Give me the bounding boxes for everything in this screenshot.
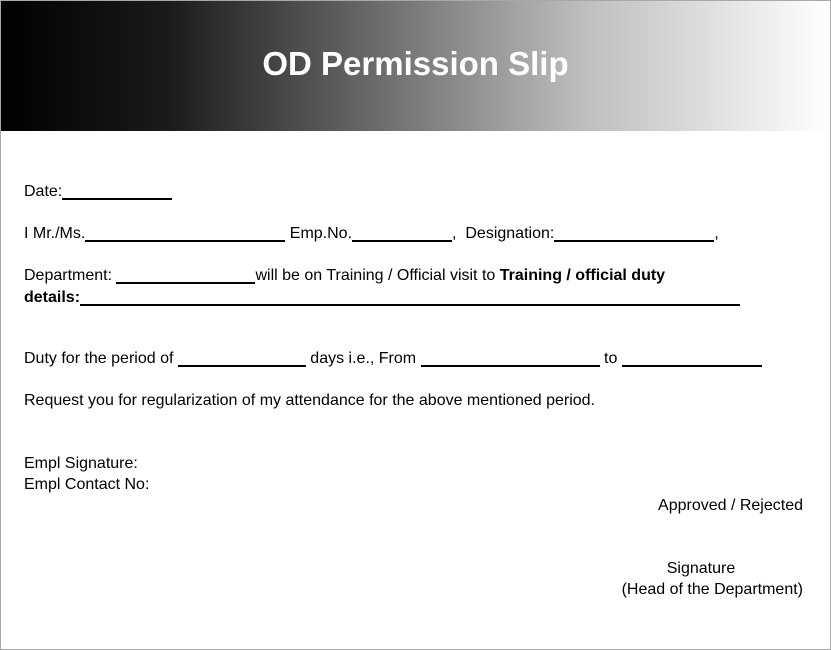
visit-bold-text: Training / official duty xyxy=(499,267,666,284)
empl-signature-label: Empl Signature: xyxy=(24,455,138,472)
days-label: days i.e., From xyxy=(305,350,421,367)
signatory-label: (Head of the Department) xyxy=(621,581,803,598)
designation-blank[interactable] xyxy=(554,224,714,242)
details-blank[interactable] xyxy=(80,288,740,306)
details-row xyxy=(24,288,740,308)
visit-text: will be on Training / Official visit to xyxy=(255,267,500,284)
designation-label: , Designation: xyxy=(452,225,555,242)
page-title: OD Permission Slip xyxy=(262,45,569,82)
emp-no-label: Emp.No. xyxy=(289,225,353,242)
department-row xyxy=(24,266,665,286)
department-label: Department: xyxy=(24,267,117,284)
date-row xyxy=(24,182,172,202)
date-label: Date: xyxy=(24,183,63,200)
from-blank[interactable] xyxy=(421,349,600,367)
department-blank[interactable] xyxy=(116,266,255,284)
title-banner xyxy=(1,1,830,131)
comma: , xyxy=(714,225,719,242)
date-blank[interactable] xyxy=(62,182,172,200)
name-blank[interactable] xyxy=(85,224,285,242)
period-row xyxy=(24,349,762,369)
period-label: Duty for the period of xyxy=(24,350,178,367)
to-blank[interactable] xyxy=(622,349,762,367)
emp-no-blank[interactable] xyxy=(352,224,452,242)
employee-row xyxy=(24,224,719,244)
request-text: Request you for regularization of my attendance for the above mentioned period. xyxy=(24,392,596,409)
approval-status: Approved / Rejected xyxy=(658,497,803,514)
name-label: I Mr./Ms. xyxy=(24,225,86,242)
details-label: details: xyxy=(24,289,81,306)
to-label: to xyxy=(599,350,622,367)
empl-contact-label: Empl Contact No: xyxy=(24,476,150,493)
signature-label: Signature xyxy=(666,560,736,577)
period-blank[interactable] xyxy=(178,349,306,367)
